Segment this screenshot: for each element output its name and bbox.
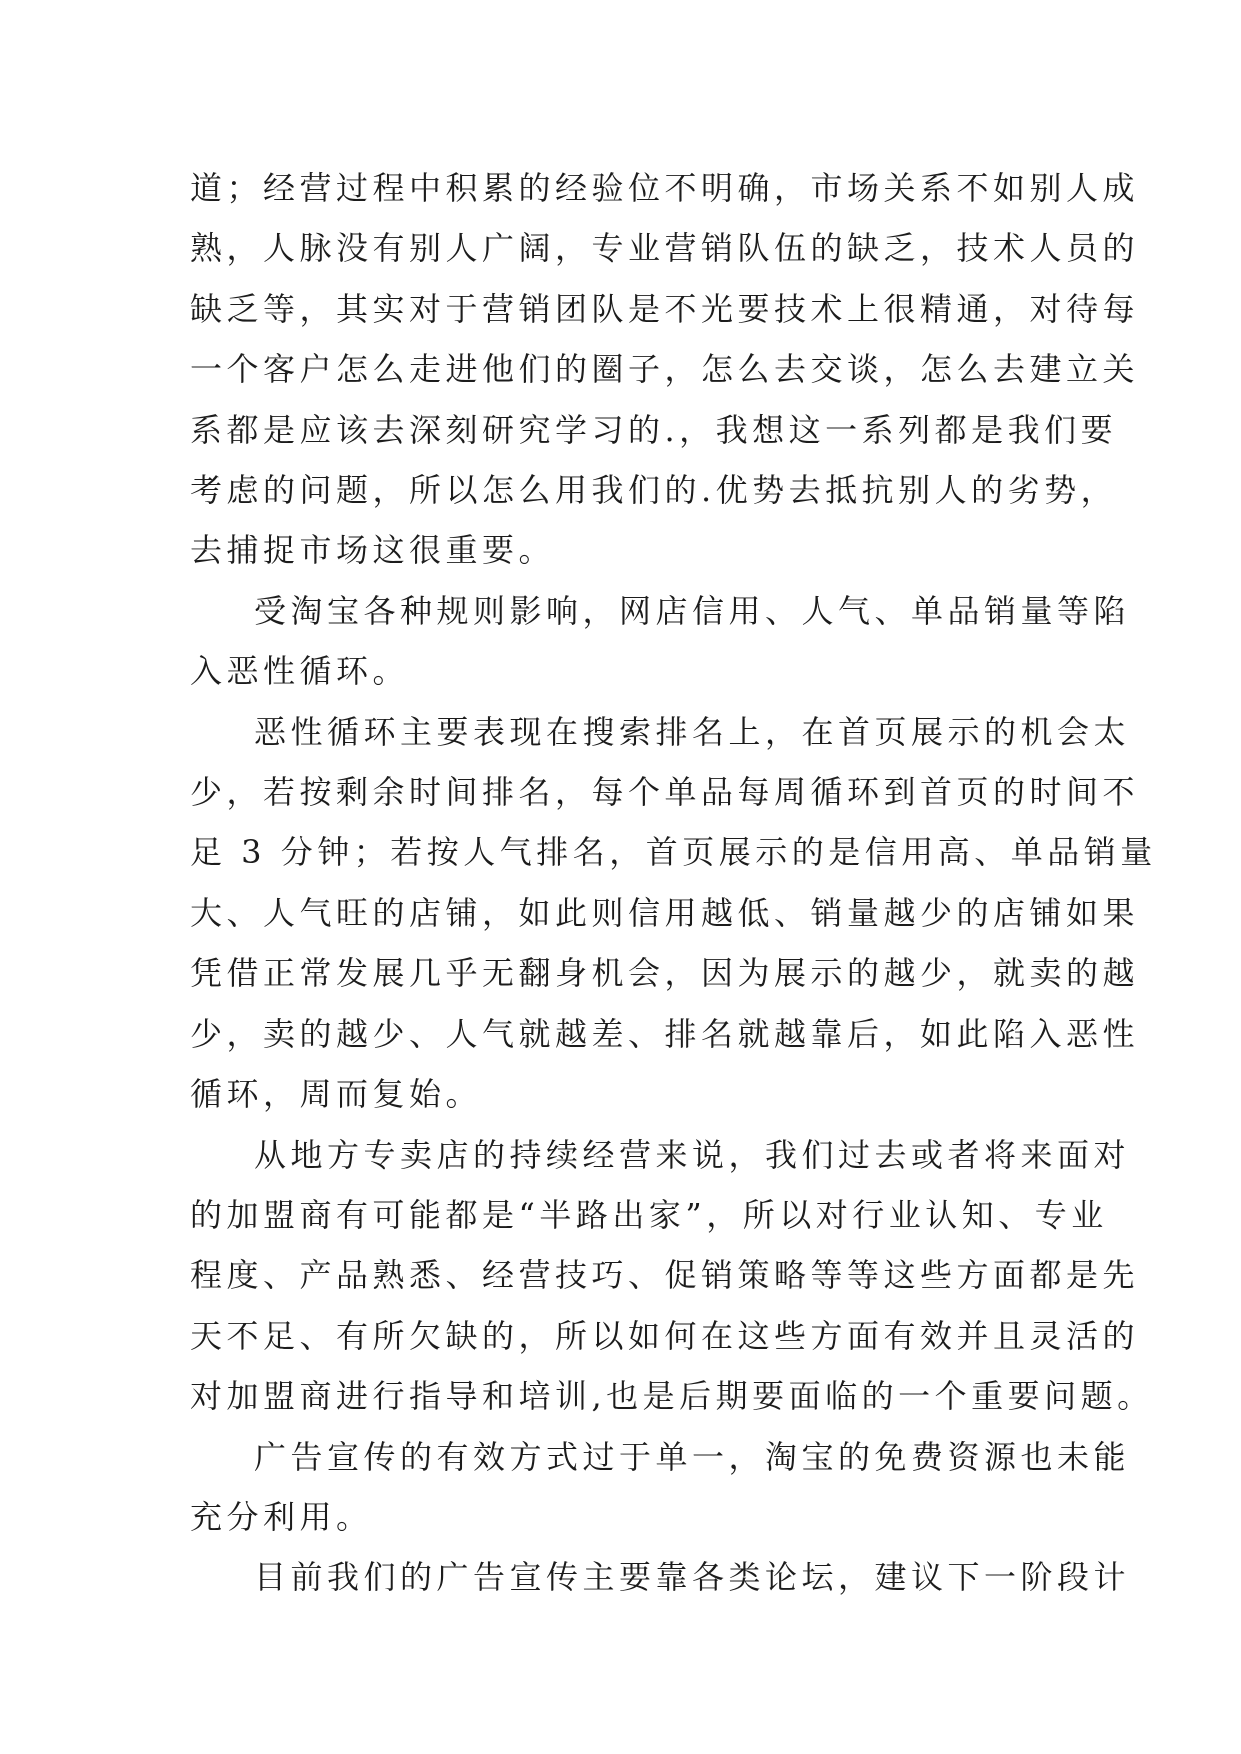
text-line: 充分利用。: [190, 1497, 373, 1536]
paragraph: [190, 1427, 1131, 1548]
text-line: 足 3 分钟；若按人气排名，首页展示的是信用高、单品销量: [190, 833, 1157, 872]
text-line: 目前我们的广告宣传主要靠各类论坛，建议下一阶段计: [254, 1558, 1131, 1597]
text-line: 熟，人脉没有别人广阔，专业营销队伍的缺乏，技术人员的: [190, 229, 1140, 268]
paragraph: [190, 702, 1157, 1125]
text-line: 去捕捉市场这很重要。: [190, 531, 556, 570]
text-line: 恶性循环主要表现在搜索排名上，在首页展示的机会太: [254, 712, 1131, 751]
paragraph: [190, 1547, 1131, 1607]
text-line: 的加盟商有可能都是“半路出家”，所以对行业认知、专业: [190, 1195, 1108, 1234]
text-line: 道；经营过程中积累的经验位不明确，市场关系不如别人成: [190, 169, 1140, 207]
text-line: 对加盟商进行指导和培训,也是后期要面临的一个重要问题。: [190, 1377, 1154, 1416]
text-line: 从地方专卖店的持续经营来说，我们过去或者将来面对: [254, 1135, 1131, 1174]
text-line: 受淘宝各种规则影响，网店信用、人气、单品销量等陷: [254, 591, 1131, 630]
document-body: [190, 158, 1157, 1608]
text-line: 天不足、有所欠缺的，所以如何在这些方面有效并且灵活的: [190, 1316, 1140, 1355]
paragraph: [190, 158, 1140, 581]
text-line: 入恶性循环。: [190, 652, 410, 691]
text-line: 少，若按剩余时间排名，每个单品每周循环到首页的时间不: [190, 773, 1140, 812]
text-line: 大、人气旺的店铺，如此则信用越低、销量越少的店铺如果: [190, 893, 1140, 932]
text-line: 一个客户怎么走进他们的圈子，怎么去交谈，怎么去建立关: [190, 350, 1140, 389]
text-line: 缺乏等，其实对于营销团队是不光要技术上很精通，对待每: [190, 289, 1140, 328]
text-line: 少，卖的越少、人气就越差、排名就越靠后，如此陷入恶性: [190, 1014, 1140, 1053]
paragraph: [190, 1125, 1154, 1427]
text-line: 系都是应该去深刻研究学习的.，我想这一系列都是我们要: [190, 410, 1118, 449]
text-line: 循环，周而复始。: [190, 1075, 483, 1114]
paragraph: [190, 581, 1131, 702]
text-line: 程度、产品熟悉、经营技巧、促销策略等等这些方面都是先: [190, 1256, 1140, 1295]
text-line: 考虑的问题，所以怎么用我们的.优势去抵抗别人的劣势，: [190, 471, 1118, 510]
text-line: 广告宣传的有效方式过于单一，淘宝的免费资源也未能: [254, 1437, 1131, 1476]
text-line: 凭借正常发展几乎无翻身机会，因为展示的越少，就卖的越: [190, 954, 1140, 993]
